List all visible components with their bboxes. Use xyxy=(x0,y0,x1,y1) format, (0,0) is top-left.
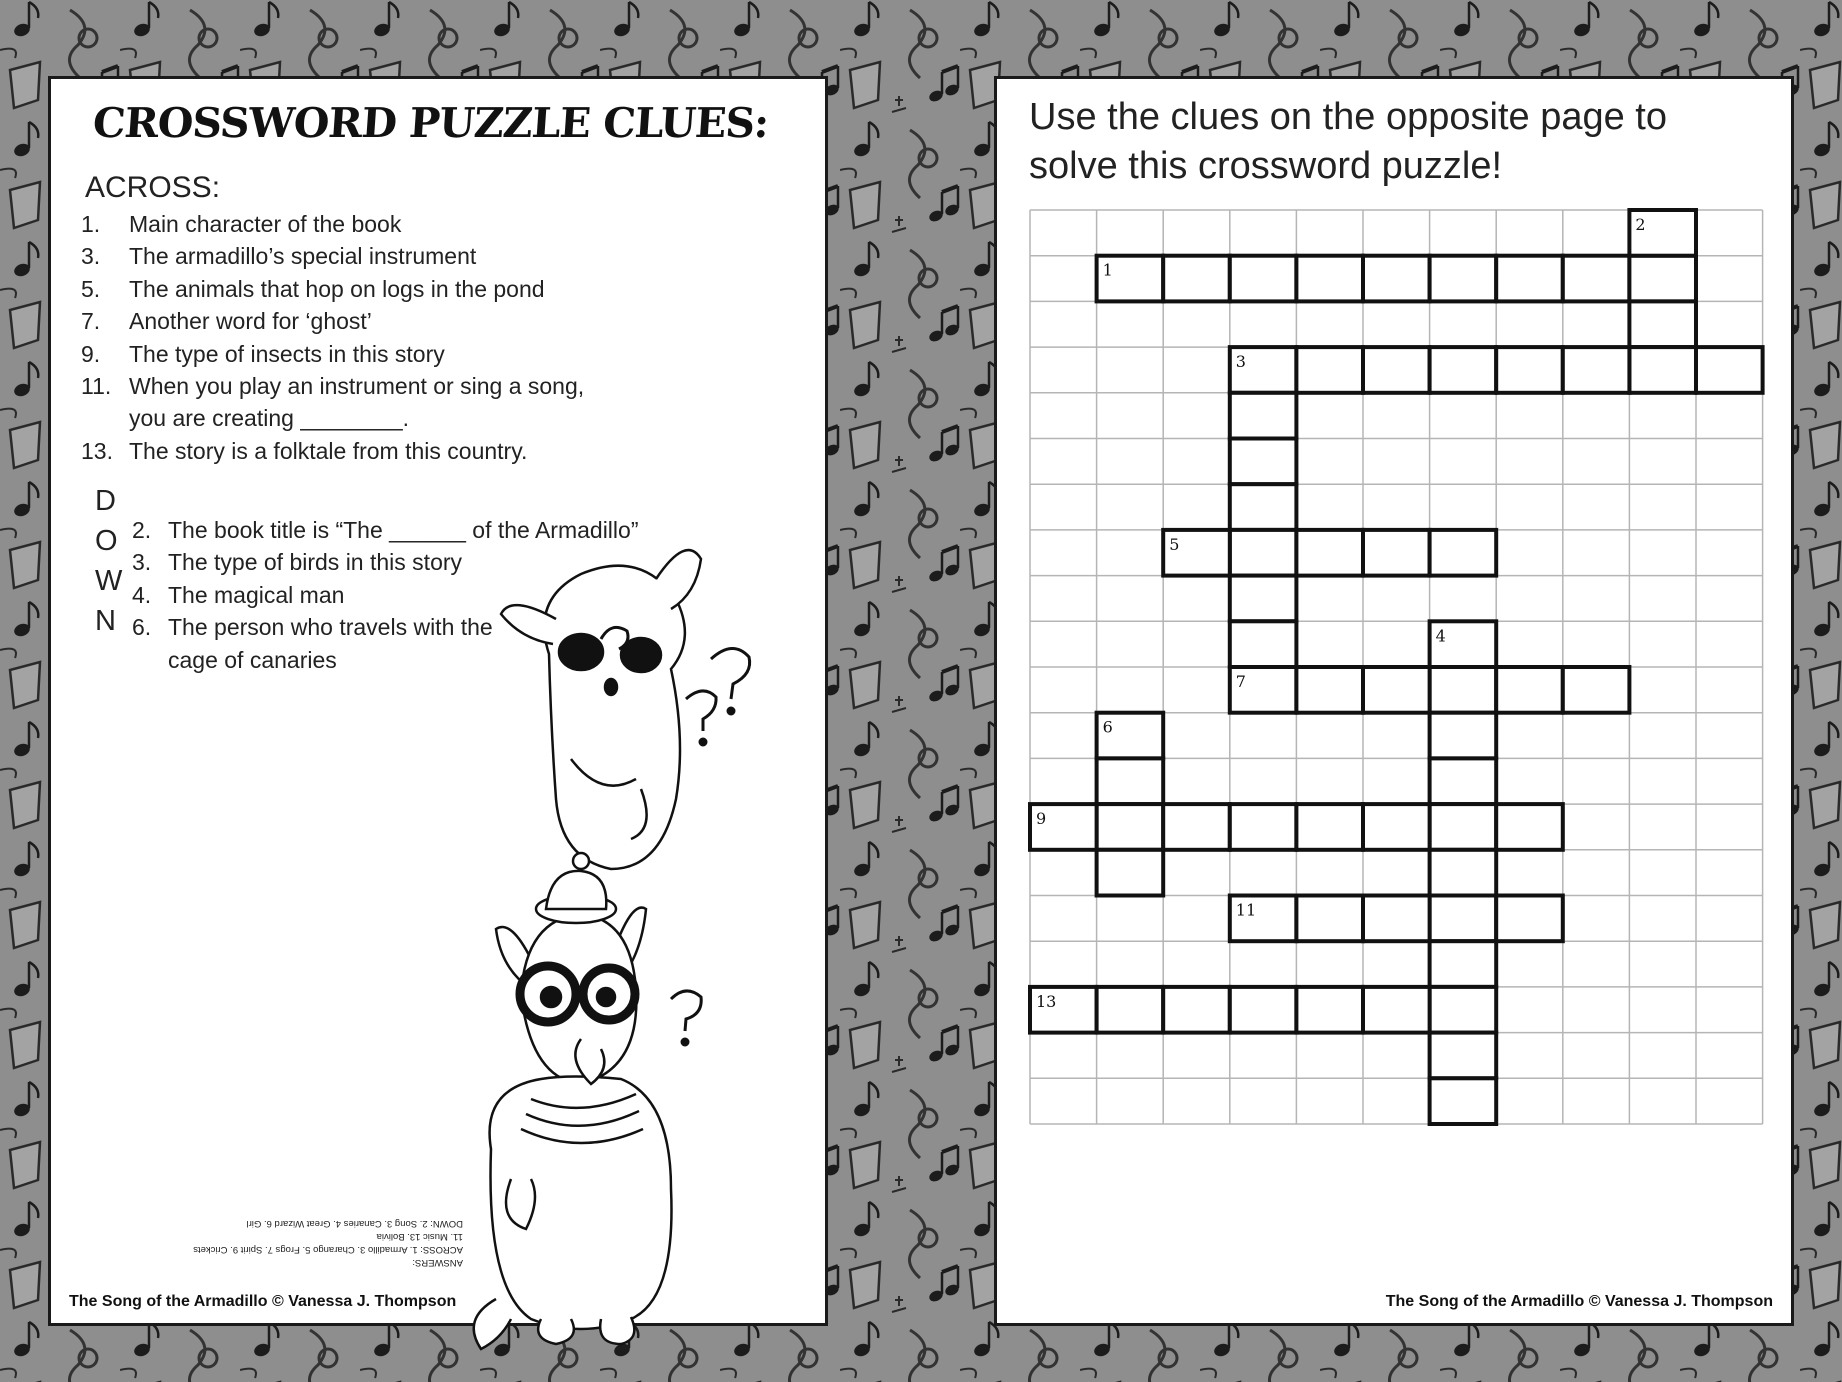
clues-page xyxy=(48,76,828,1326)
answer-cell[interactable] xyxy=(1296,256,1363,302)
instruction-line-2: solve this crossword puzzle! xyxy=(1029,145,1503,187)
clue-number-label: 4 xyxy=(1435,626,1446,646)
across-clue-number: 1. xyxy=(81,211,101,237)
across-clue-text: The armadillo’s special instrument xyxy=(129,243,477,270)
clue-number-label: 13 xyxy=(1036,991,1057,1011)
answer-cell[interactable] xyxy=(1563,667,1630,713)
answer-cell[interactable] xyxy=(1230,804,1297,850)
crossword-grid[interactable] xyxy=(997,79,1791,1323)
across-clue-text: When you play an instrument or sing a song, xyxy=(129,373,585,399)
answer-cell[interactable] xyxy=(1496,256,1563,302)
across-clue-text: Main character of the book xyxy=(129,211,402,237)
answer-cell[interactable] xyxy=(1296,667,1363,713)
answer-cell[interactable] xyxy=(1430,256,1497,302)
answer-cell[interactable] xyxy=(1629,347,1696,393)
answer-cell[interactable] xyxy=(1230,256,1297,302)
answer-cell[interactable] xyxy=(1163,987,1230,1033)
down-clue-text: The magical man xyxy=(168,581,345,608)
answer-cell[interactable] xyxy=(1363,530,1430,576)
down-clue-number: 6. xyxy=(132,614,152,641)
across-clue-text: Another word for ‘ghost’ xyxy=(129,308,372,335)
answer-cell[interactable] xyxy=(1097,758,1164,804)
answer-cell[interactable] xyxy=(1296,896,1363,942)
down-clue-text: The type of birds in this story xyxy=(168,549,463,576)
answer-cell[interactable] xyxy=(1163,256,1230,302)
right-footer-credit: The Song of the Armadillo © Vanessa J. Thompson xyxy=(1385,1293,1773,1310)
across-clue-number: 5. xyxy=(81,275,101,302)
clue-number-label: 9 xyxy=(1036,809,1047,829)
clue-number-label: 11 xyxy=(1235,900,1257,920)
down-letter: O xyxy=(95,525,118,557)
answers-across: ACROSS: 1. Armadillo 3. Charango 5. Frogs 7. Spirit 9. Crickets xyxy=(193,1244,463,1255)
upside-down-answers xyxy=(163,1217,463,1269)
answers-down: DOWN: 2. Song 3. Canaries 4. Great Wizard 6. Girl xyxy=(246,1218,463,1229)
answer-cell[interactable] xyxy=(1496,804,1563,850)
down-clue-text: cage of canaries xyxy=(168,646,337,673)
answer-cell[interactable] xyxy=(1363,987,1430,1033)
answer-cell[interactable] xyxy=(1430,804,1497,850)
clue-number-label: 6 xyxy=(1102,717,1113,737)
puzzle-page xyxy=(994,76,1794,1326)
answer-cell[interactable] xyxy=(1296,804,1363,850)
across-clue-number: 9. xyxy=(81,340,101,367)
answer-cell[interactable] xyxy=(1230,530,1297,576)
clue-number-label: 2 xyxy=(1635,215,1646,234)
answer-cell[interactable] xyxy=(1097,804,1164,850)
answer-cell[interactable] xyxy=(1496,667,1563,713)
across-clue-number: 11. xyxy=(81,373,112,399)
answer-cell[interactable] xyxy=(1430,1078,1497,1124)
across-clue-number: 7. xyxy=(81,308,101,335)
answer-cell[interactable] xyxy=(1097,850,1164,896)
clue-number-label: 3 xyxy=(1235,352,1246,372)
across-clue-number: 13. xyxy=(81,437,113,464)
answer-cell[interactable] xyxy=(1230,987,1297,1033)
down-letter: D xyxy=(95,485,116,517)
across-clue-text: The type of insects in this story xyxy=(129,340,445,367)
answer-cell[interactable] xyxy=(1363,896,1430,942)
answer-cell[interactable] xyxy=(1230,621,1297,667)
clue-number-label: 1 xyxy=(1102,260,1113,280)
answer-cell[interactable] xyxy=(1430,713,1497,759)
answer-cell[interactable] xyxy=(1430,941,1497,987)
down-clue-number: 3. xyxy=(132,549,152,576)
answer-cell[interactable] xyxy=(1363,667,1430,713)
answer-cell[interactable] xyxy=(1230,484,1297,530)
across-clue-number: 3. xyxy=(81,243,101,270)
down-letter: W xyxy=(95,565,123,597)
answer-cell[interactable] xyxy=(1296,347,1363,393)
answer-cell[interactable] xyxy=(1430,987,1497,1033)
answer-cell[interactable] xyxy=(1430,896,1497,942)
answer-cell[interactable] xyxy=(1163,804,1230,850)
across-heading: ACROSS: xyxy=(85,171,221,204)
down-letter: N xyxy=(95,605,116,637)
answer-cell[interactable] xyxy=(1696,347,1763,393)
answer-cell[interactable] xyxy=(1296,530,1363,576)
down-clue-text: The book title is “The ______ of the Armadillo” xyxy=(168,517,639,543)
across-clue-text: The story is a folktale from this country. xyxy=(129,437,528,464)
answer-cell[interactable] xyxy=(1097,987,1164,1033)
answer-cell[interactable] xyxy=(1230,439,1297,485)
answer-cell[interactable] xyxy=(1430,758,1497,804)
answer-cell[interactable] xyxy=(1430,850,1497,896)
answer-cell[interactable] xyxy=(1363,256,1430,302)
answer-cell[interactable] xyxy=(1629,256,1696,302)
answers-across-continued: 11. Music 13. Bolivia xyxy=(376,1231,463,1242)
answers-heading: ANSWERS: xyxy=(412,1257,463,1268)
answer-cell[interactable] xyxy=(1430,347,1497,393)
characters-illustration xyxy=(471,539,771,1359)
down-clue-number: 4. xyxy=(132,581,152,608)
answer-cell[interactable] xyxy=(1230,576,1297,622)
left-footer-credit: The Song of the Armadillo © Vanessa J. Thompson xyxy=(69,1293,457,1310)
down-clue-number: 2. xyxy=(132,517,152,543)
across-clue-text: you are creating ________. xyxy=(129,405,410,432)
answer-cell[interactable] xyxy=(1496,347,1563,393)
answer-cell[interactable] xyxy=(1563,256,1630,302)
instruction-line-1: Use the clues on the opposite page to xyxy=(1029,96,1668,138)
answer-cell[interactable] xyxy=(1430,667,1497,713)
answer-cell[interactable] xyxy=(1363,804,1430,850)
clues-title: CROSSWORD PUZZLE CLUES: xyxy=(91,99,770,147)
answer-cell[interactable] xyxy=(1230,393,1297,439)
answer-cell[interactable] xyxy=(1563,347,1630,393)
down-clue-text: The person who travels with the xyxy=(168,614,493,641)
answer-cell[interactable] xyxy=(1430,530,1497,576)
clue-number-label: 5 xyxy=(1169,534,1180,554)
answer-cell[interactable] xyxy=(1363,347,1430,393)
answer-cell[interactable] xyxy=(1629,301,1696,347)
answer-cell[interactable] xyxy=(1496,896,1563,942)
answer-cell[interactable] xyxy=(1430,1033,1497,1079)
clue-number-label: 7 xyxy=(1235,672,1246,691)
answer-cell[interactable] xyxy=(1296,987,1363,1033)
across-clue-text: The animals that hop on logs in the pond xyxy=(129,275,545,302)
